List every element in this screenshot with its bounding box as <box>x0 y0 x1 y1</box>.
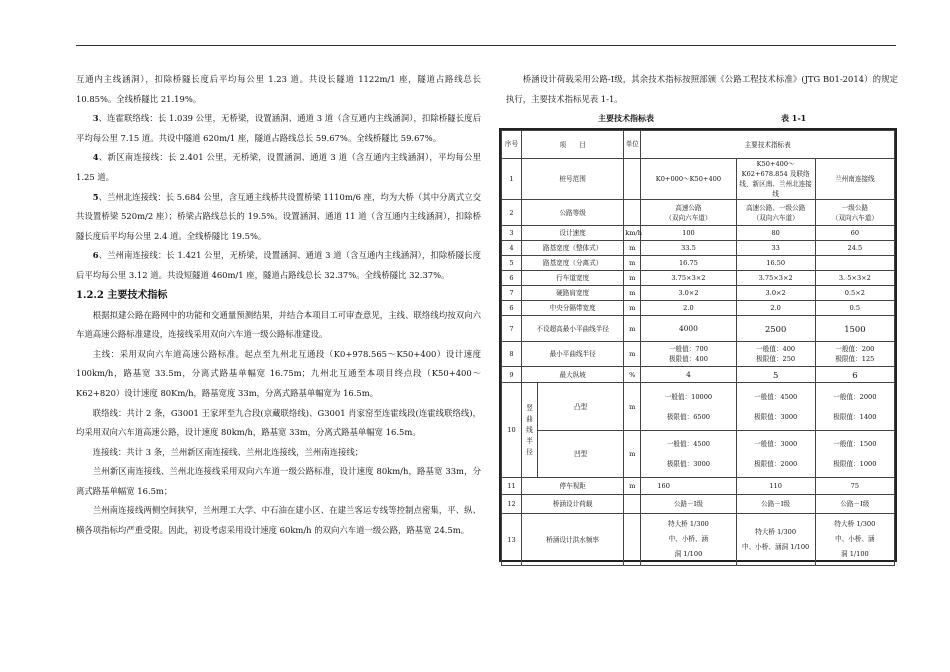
cell-line: 极限值：125 <box>835 355 875 363</box>
table-row <box>502 316 895 342</box>
cell-unit: m <box>624 383 641 431</box>
cell-item: 中央分隔带宽度 <box>522 301 624 316</box>
cell-line: （双向六车道） <box>752 213 799 222</box>
header-item: 项 目 <box>522 131 624 159</box>
cell-line: 极限值：3000 <box>666 460 710 468</box>
cell-line: 一般值：4500 <box>666 440 710 448</box>
cell-item: 路基宽度（分离式） <box>522 256 624 271</box>
technical-indicators-table <box>499 128 897 562</box>
paragraph-text: 、兰州北连接线：长 5.684 公里，含互通主线桥共设置桥梁 1110m/6 座，均为大桥（其中分离式立交共设置桥梁 520m/2 座）；桥梁占路线总长的 19.5%。设置涵洞、通道 11 道（含互通内主线涵洞），扣除桥隧长度后平均每公里 2.4 道。全线桥隧比 19.5%。 <box>76 191 481 241</box>
item-number: 4 <box>92 152 99 163</box>
right-column <box>506 70 898 109</box>
cell-seq: 13 <box>502 514 522 566</box>
cell-line: 洞 1/100 <box>674 550 703 558</box>
item-number: 5 <box>92 191 99 202</box>
header-unit: 单位 <box>624 131 641 159</box>
cell-value: 3.75×3×2 <box>641 271 736 286</box>
cell-unit: m <box>624 301 641 316</box>
cell-item: 公路等级 <box>522 200 624 226</box>
cell-group: 竖曲线半径 <box>522 383 538 478</box>
cell-seq: 7 <box>502 316 522 342</box>
cell-item: 设计速度 <box>522 226 624 241</box>
cell-value: 公路－Ⅰ级 <box>736 495 815 514</box>
cell-unit: m <box>624 241 641 256</box>
cell-line: 中、小桥、涵 <box>668 535 709 543</box>
cell-value <box>815 514 894 566</box>
cell-value: 24.5 <box>815 241 894 256</box>
cell-value: 60 <box>815 226 894 241</box>
cell-value: 16.50 <box>736 256 815 271</box>
paragraph: 根据拟建公路在路网中的功能和交通量预测结果，并结合本项目工可审查意见，主线、联络线均按双向六车道高速公路标准建设，连接线采用双向六车道一级公路标准建设。 <box>76 309 481 340</box>
cell-value: 33.5 <box>641 241 736 256</box>
paragraph: 主线：采用双向六车道高速公路标准。起点至九州北互通段（K0+978.565～K50+400）设计速度 100km/h，路基宽 33.5m，分离式路基单幅宽 16.75m；九州北互通至本项目终点段（K50+400～K62+820）设计速度 80Km/h，路基宽度 33m，分离式路基单幅宽为 16.5m。 <box>76 348 481 398</box>
table-caption <box>506 113 898 127</box>
paragraph-text: 、新区南连接线：长 2.401 公里，无桥梁，设置涵洞、通道 3 道（含互通内主线涵洞），平均每公里 1.25 道。 <box>76 152 481 182</box>
cell-line: 极限值：400 <box>668 355 708 363</box>
table-row <box>502 159 895 200</box>
cell-value: 6 <box>815 367 894 383</box>
cell-value <box>736 383 815 431</box>
cell-value: 33 <box>736 241 815 256</box>
cell-value <box>736 514 815 566</box>
cell-value <box>641 514 736 566</box>
cell-value <box>641 383 736 431</box>
cell-value: 110 <box>736 478 815 495</box>
table-row <box>502 226 895 241</box>
cell-value: 1500 <box>815 316 894 342</box>
table-row <box>502 286 895 301</box>
paragraph: 联络线：共计 2 条，G3001 王家坪至九合段(京藏联络线)、G3001 肖家窑至连霍线段(连霍线联络线)，均采用双向六车道高速公路，设计速度 80km/h，路基宽 33m，分离式路基单幅宽 16.5m。 <box>76 407 481 438</box>
cell-line: 一级公路 <box>841 203 869 212</box>
cell-value <box>736 200 815 226</box>
cell-value <box>641 200 736 226</box>
paragraph <box>76 188 481 247</box>
paragraph <box>76 246 481 285</box>
table-row <box>502 383 895 431</box>
cell-value <box>736 431 815 478</box>
cell-line: 一般值：400 <box>756 345 796 353</box>
cell-seq: 11 <box>502 478 522 495</box>
cell-value: 5 <box>736 367 815 383</box>
cell-value: 16.75 <box>641 256 736 271</box>
cell-unit: m <box>624 286 641 301</box>
cell-item: 停车视距 <box>522 478 624 495</box>
cell-line: 一般值：2000 <box>833 392 877 401</box>
cell-seq: 8 <box>502 342 522 367</box>
cell-seq: 3 <box>502 226 522 241</box>
table-row <box>502 514 895 566</box>
cell-unit: m <box>624 271 641 286</box>
table-row <box>502 301 895 316</box>
cell-line: 极限值：1400 <box>833 412 877 421</box>
cell-value: 4000 <box>641 316 736 342</box>
cell-seq: 2 <box>502 200 522 226</box>
cell-line: 特大桥 1/300 <box>667 520 709 528</box>
header-rule <box>76 45 896 46</box>
cell-seq: 5 <box>502 256 522 271</box>
cell-unit: km/h <box>624 226 641 241</box>
table-row <box>502 256 895 271</box>
paragraph-text: 、连霍联络线：长 1.039 公里，无桥梁，设置涵洞、通道 3 道（含互通内主线涵洞），扣除桥隧长度后平均每公里 7.15 道。共设中隧道 620m/1 座，隧道占路线总长 59.67%。全线桥隧比 59.67%。 <box>76 113 481 143</box>
table-number: 表 1-1 <box>781 113 807 123</box>
header-seq: 序号 <box>502 131 522 159</box>
item-number: 6 <box>92 250 99 261</box>
cell-seq: 10 <box>502 383 522 478</box>
cell-value: 2.0 <box>736 301 815 316</box>
table-row <box>502 200 895 226</box>
table-row <box>502 495 895 514</box>
cell-item: 硬路肩宽度 <box>522 286 624 301</box>
cell-line: 一般值：4500 <box>754 392 798 401</box>
cell-line: 极限值：3000 <box>754 412 798 421</box>
cell-seq: 6 <box>502 271 522 286</box>
cell-line: 极限值：250 <box>756 355 796 363</box>
cell-value: 公路－Ⅰ级 <box>815 495 894 514</box>
cell-value <box>815 342 894 367</box>
header-main: 主要技术指标表 <box>641 131 895 159</box>
cell-value: 3.0×2 <box>641 286 736 301</box>
cell-line: 一般值：3000 <box>754 440 798 448</box>
table-title: 主要技术指标表 <box>598 113 654 123</box>
table-row <box>502 478 895 495</box>
cell-line: 一般值：1500 <box>833 440 877 448</box>
cell-unit <box>624 200 641 226</box>
cell-value: 4 <box>641 367 736 383</box>
table-row <box>502 367 895 383</box>
cell-unit <box>624 495 641 514</box>
cell-value <box>736 342 815 367</box>
cell-item: 不设超高最小平曲线半径 <box>522 316 624 342</box>
cell-line: 极限值：1000 <box>833 460 877 468</box>
table-row <box>502 431 895 478</box>
paragraph: 桥涵设计荷载采用公路-Ⅰ级，其余技术指标按照部颁《公路工程技术标准》(JTG B01-2014）的规定执行，主要技术指标见表 1-1。 <box>506 74 898 104</box>
table-row <box>502 342 895 367</box>
left-column <box>76 70 481 541</box>
cell-item: 凹型 <box>538 431 624 478</box>
cell-value <box>641 431 736 478</box>
cell-value: 0.5 <box>815 301 894 316</box>
cell-seq: 6 <box>502 301 522 316</box>
section-heading: 1.2.2 主要技术指标 <box>76 289 168 301</box>
cell-line: 一般值：200 <box>835 345 875 353</box>
cell-line: 极限值：2000 <box>754 460 798 468</box>
cell-value: 公路－Ⅰ级 <box>641 495 736 514</box>
cell-value: 3.0×2 <box>736 286 815 301</box>
cell-value: K50+400～K62+678.854 及联络线，新区南、兰州北连接线 <box>736 159 815 200</box>
cell-seq: 1 <box>502 159 522 200</box>
cell-item: 桩号范围 <box>522 159 624 200</box>
cell-line: （双向六车道） <box>831 213 878 222</box>
cell-line: 极限值：6500 <box>666 412 710 421</box>
cell-value <box>815 200 894 226</box>
cell-seq: 12 <box>502 495 522 514</box>
cell-value: 160 <box>641 478 736 495</box>
cell-value: 3. 5×3×2 <box>815 271 894 286</box>
cell-unit: m <box>624 316 641 342</box>
table-header-row <box>502 131 895 159</box>
paragraph: 兰州新区南连接线、兰州北连接线采用双向六车道一级公路标准，设计速度 80km/h，路基宽 33m，分离式路基单幅宽 16.5m； <box>76 466 481 496</box>
paragraph <box>76 109 481 148</box>
cell-item: 最小平曲线半径 <box>522 342 624 367</box>
cell-value <box>815 431 894 478</box>
cell-value <box>815 383 894 431</box>
cell-value: K0+000～K50+400 <box>641 159 736 200</box>
cell-seq: 4 <box>502 241 522 256</box>
cell-value: 0.5×2 <box>815 286 894 301</box>
cell-unit <box>624 514 641 566</box>
cell-line: 高速公路 <box>675 203 702 212</box>
cell-unit: m <box>624 256 641 271</box>
cell-line: 中、小桥、涵洞 1/100 <box>742 542 810 551</box>
cell-unit: m <box>624 342 641 367</box>
cell-line: （双向六车道） <box>665 213 712 222</box>
paragraph: 连接线：共计 3 条，兰州新区南连接线、兰州北连接线，兰州南连接线； <box>92 446 364 457</box>
item-number: 3 <box>92 113 99 124</box>
cell-item: 最大纵坡 <box>522 367 624 383</box>
cell-item: 桥涵设计洪水频率 <box>522 514 624 566</box>
table-row <box>502 271 895 286</box>
cell-line: 一般值：10000 <box>664 392 713 401</box>
cell-line: 一般值：700 <box>668 345 708 353</box>
cell-unit: % <box>624 367 641 383</box>
paragraph <box>76 148 481 187</box>
cell-value: 75 <box>815 478 894 495</box>
cell-line: 中、小桥、涵 <box>835 535 875 543</box>
cell-item: 凸型 <box>538 383 624 431</box>
cell-value: 3.75×3×2 <box>736 271 815 286</box>
cell-unit: m <box>624 478 641 495</box>
cell-value: 2.0 <box>641 301 736 316</box>
cell-item: 桥涵设计荷载 <box>522 495 624 514</box>
cell-value <box>815 256 894 271</box>
cell-value: 80 <box>736 226 815 241</box>
cell-value: 2500 <box>736 316 815 342</box>
cell-seq: 9 <box>502 367 522 383</box>
paragraph: 互通内主线涵洞），扣除桥隧长度后平均每公里 1.23 道。共设长隧道 1122m/1 座，隧道占路线总长 10.85%。全线桥隧比 21.19%。 <box>76 74 481 104</box>
cell-seq: 7 <box>502 286 522 301</box>
cell-value <box>641 342 736 367</box>
paragraph-text: 、兰州南连接线：长 1.421 公里，无桥梁，设置涵洞、通道 3 道（含互通内主线涵洞），扣除桥隧长度后平均每公里 3.12 道。共设短隧道 460m/1 座，隧道占路线总长 32.37%。全线桥隧比 32.37%。 <box>76 250 481 280</box>
cell-item: 行车道宽度 <box>522 271 624 286</box>
cell-line: 高速公路、一级公路 <box>745 203 806 212</box>
cell-line: 特大桥 1/300 <box>755 527 797 536</box>
cell-value: 兰州南连接线 <box>815 159 894 200</box>
cell-item: 路基宽度（整体式） <box>522 241 624 256</box>
table-row <box>502 241 895 256</box>
cell-unit: m <box>624 431 641 478</box>
cell-value: 100 <box>641 226 736 241</box>
cell-line: 特大桥 1/300 <box>834 520 876 528</box>
cell-unit <box>624 159 641 200</box>
paragraph: 兰州南连接线两侧空间狭窄，兰州理工大学、中石油在建小区、在建兰客运专线等控制点密集，平、纵、横各项指标均严重受限。因此，初设考虑采用设计速度 60km/h 的双向六车道一级公路，路基宽 24.5m。 <box>76 505 481 536</box>
cell-line: 洞 1/100 <box>841 550 869 558</box>
